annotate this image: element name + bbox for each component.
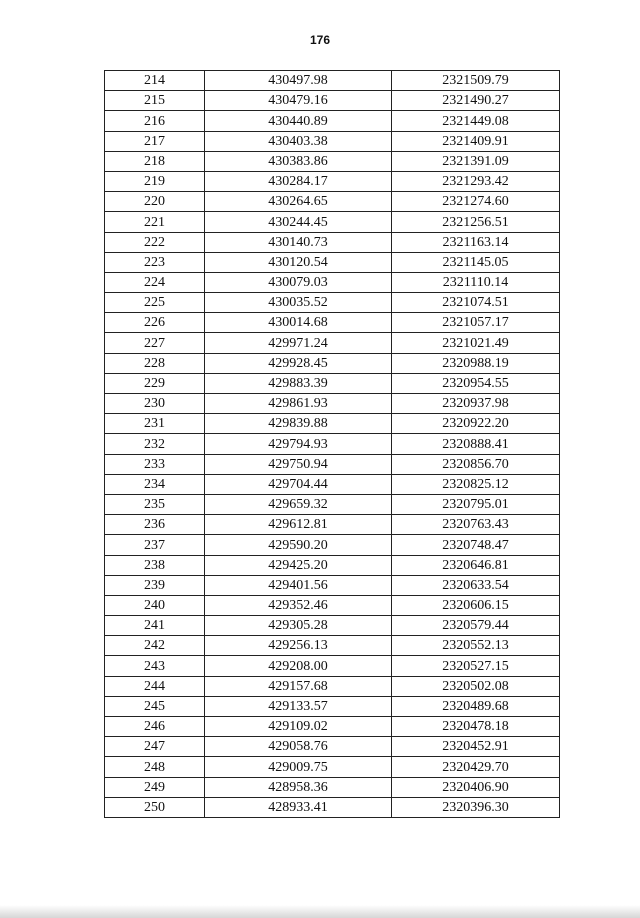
- x-coordinate-cell: 429133.57: [205, 696, 392, 716]
- table-row: [105, 696, 560, 716]
- point-number-cell: 248: [105, 757, 205, 777]
- point-number-cell: 238: [105, 555, 205, 575]
- y-coordinate-cell: 2320579.44: [392, 616, 560, 636]
- y-coordinate-cell: 2320478.18: [392, 717, 560, 737]
- x-coordinate-cell: 430244.45: [205, 212, 392, 232]
- x-coordinate-cell: 430264.65: [205, 192, 392, 212]
- y-coordinate-cell: 2321449.08: [392, 111, 560, 131]
- y-coordinate-cell: 2320988.19: [392, 353, 560, 373]
- table-row: [105, 595, 560, 615]
- table-row: [105, 171, 560, 191]
- y-coordinate-cell: 2321391.09: [392, 151, 560, 171]
- x-coordinate-cell: 430440.89: [205, 111, 392, 131]
- x-coordinate-cell: 429612.81: [205, 515, 392, 535]
- point-number-cell: 222: [105, 232, 205, 252]
- page-number: 176: [309, 33, 331, 47]
- x-coordinate-cell: 429208.00: [205, 656, 392, 676]
- y-coordinate-cell: 2320502.08: [392, 676, 560, 696]
- table-row: [105, 575, 560, 595]
- y-coordinate-cell: 2321074.51: [392, 293, 560, 313]
- y-coordinate-cell: 2321163.14: [392, 232, 560, 252]
- point-number-cell: 224: [105, 272, 205, 292]
- y-coordinate-cell: 2320646.81: [392, 555, 560, 575]
- point-number-cell: 247: [105, 737, 205, 757]
- y-coordinate-cell: 2320606.15: [392, 595, 560, 615]
- point-number-cell: 241: [105, 616, 205, 636]
- point-number-cell: 246: [105, 717, 205, 737]
- point-number-cell: 228: [105, 353, 205, 373]
- coordinate-table-container: [104, 70, 560, 818]
- table-row: [105, 757, 560, 777]
- y-coordinate-cell: 2321110.14: [392, 272, 560, 292]
- x-coordinate-cell: 430014.68: [205, 313, 392, 333]
- point-number-cell: 244: [105, 676, 205, 696]
- page-bottom-edge: [0, 905, 640, 918]
- y-coordinate-cell: 2320452.91: [392, 737, 560, 757]
- table-row: [105, 313, 560, 333]
- y-coordinate-cell: 2320795.01: [392, 494, 560, 514]
- table-row: [105, 636, 560, 656]
- table-row: [105, 676, 560, 696]
- y-coordinate-cell: 2321256.51: [392, 212, 560, 232]
- point-number-cell: 223: [105, 252, 205, 272]
- point-number-cell: 240: [105, 595, 205, 615]
- table-row: [105, 555, 560, 575]
- table-row: [105, 777, 560, 797]
- x-coordinate-cell: 429352.46: [205, 595, 392, 615]
- point-number-cell: 220: [105, 192, 205, 212]
- point-number-cell: 215: [105, 91, 205, 111]
- y-coordinate-cell: 2320527.15: [392, 656, 560, 676]
- y-coordinate-cell: 2320922.20: [392, 414, 560, 434]
- point-number-cell: 219: [105, 171, 205, 191]
- y-coordinate-cell: 2320633.54: [392, 575, 560, 595]
- x-coordinate-cell: 430120.54: [205, 252, 392, 272]
- x-coordinate-cell: 429590.20: [205, 535, 392, 555]
- table-row: [105, 212, 560, 232]
- point-number-cell: 250: [105, 797, 205, 817]
- x-coordinate-cell: 429971.24: [205, 333, 392, 353]
- x-coordinate-cell: 429009.75: [205, 757, 392, 777]
- table-row: [105, 373, 560, 393]
- y-coordinate-cell: 2321274.60: [392, 192, 560, 212]
- x-coordinate-cell: 430079.03: [205, 272, 392, 292]
- x-coordinate-cell: 430284.17: [205, 171, 392, 191]
- x-coordinate-cell: 429861.93: [205, 394, 392, 414]
- table-row: [105, 293, 560, 313]
- table-row: [105, 71, 560, 91]
- x-coordinate-cell: 429883.39: [205, 373, 392, 393]
- point-number-cell: 229: [105, 373, 205, 393]
- y-coordinate-cell: 2321021.49: [392, 333, 560, 353]
- point-number-cell: 232: [105, 434, 205, 454]
- y-coordinate-cell: 2320552.13: [392, 636, 560, 656]
- coordinate-table: [104, 70, 560, 818]
- x-coordinate-cell: 429109.02: [205, 717, 392, 737]
- point-number-cell: 218: [105, 151, 205, 171]
- point-number-cell: 235: [105, 494, 205, 514]
- table-row: [105, 131, 560, 151]
- x-coordinate-cell: 430479.16: [205, 91, 392, 111]
- table-row: [105, 434, 560, 454]
- y-coordinate-cell: 2320856.70: [392, 454, 560, 474]
- point-number-cell: 226: [105, 313, 205, 333]
- x-coordinate-cell: 429425.20: [205, 555, 392, 575]
- x-coordinate-cell: 430140.73: [205, 232, 392, 252]
- y-coordinate-cell: 2320825.12: [392, 474, 560, 494]
- x-coordinate-cell: 429794.93: [205, 434, 392, 454]
- x-coordinate-cell: 429058.76: [205, 737, 392, 757]
- table-row: [105, 333, 560, 353]
- x-coordinate-cell: 430383.86: [205, 151, 392, 171]
- x-coordinate-cell: 429305.28: [205, 616, 392, 636]
- y-coordinate-cell: 2321057.17: [392, 313, 560, 333]
- x-coordinate-cell: 429157.68: [205, 676, 392, 696]
- x-coordinate-cell: 429704.44: [205, 474, 392, 494]
- x-coordinate-cell: 428958.36: [205, 777, 392, 797]
- x-coordinate-cell: 429401.56: [205, 575, 392, 595]
- table-row: [105, 272, 560, 292]
- y-coordinate-cell: 2321409.91: [392, 131, 560, 151]
- table-row: [105, 474, 560, 494]
- table-row: [105, 192, 560, 212]
- point-number-cell: 249: [105, 777, 205, 797]
- point-number-cell: 221: [105, 212, 205, 232]
- y-coordinate-cell: 2320748.47: [392, 535, 560, 555]
- y-coordinate-cell: 2321490.27: [392, 91, 560, 111]
- point-number-cell: 225: [105, 293, 205, 313]
- table-row: [105, 414, 560, 434]
- y-coordinate-cell: 2320937.98: [392, 394, 560, 414]
- table-row: [105, 151, 560, 171]
- table-row: [105, 797, 560, 817]
- y-coordinate-cell: 2320954.55: [392, 373, 560, 393]
- point-number-cell: 234: [105, 474, 205, 494]
- point-number-cell: 239: [105, 575, 205, 595]
- x-coordinate-cell: 430035.52: [205, 293, 392, 313]
- y-coordinate-cell: 2320763.43: [392, 515, 560, 535]
- point-number-cell: 217: [105, 131, 205, 151]
- table-row: [105, 535, 560, 555]
- y-coordinate-cell: 2320888.41: [392, 434, 560, 454]
- table-row: [105, 232, 560, 252]
- table-row: [105, 394, 560, 414]
- table-row: [105, 494, 560, 514]
- x-coordinate-cell: 429659.32: [205, 494, 392, 514]
- point-number-cell: 231: [105, 414, 205, 434]
- table-row: [105, 91, 560, 111]
- point-number-cell: 237: [105, 535, 205, 555]
- y-coordinate-cell: 2321145.05: [392, 252, 560, 272]
- point-number-cell: 216: [105, 111, 205, 131]
- table-row: [105, 616, 560, 636]
- point-number-cell: 227: [105, 333, 205, 353]
- y-coordinate-cell: 2320406.90: [392, 777, 560, 797]
- y-coordinate-cell: 2320429.70: [392, 757, 560, 777]
- x-coordinate-cell: 428933.41: [205, 797, 392, 817]
- point-number-cell: 242: [105, 636, 205, 656]
- table-row: [105, 717, 560, 737]
- table-row: [105, 454, 560, 474]
- table-row: [105, 252, 560, 272]
- y-coordinate-cell: 2321509.79: [392, 71, 560, 91]
- point-number-cell: 230: [105, 394, 205, 414]
- table-row: [105, 111, 560, 131]
- table-row: [105, 656, 560, 676]
- y-coordinate-cell: 2321293.42: [392, 171, 560, 191]
- point-number-cell: 243: [105, 656, 205, 676]
- x-coordinate-cell: 429839.88: [205, 414, 392, 434]
- x-coordinate-cell: 430497.98: [205, 71, 392, 91]
- x-coordinate-cell: 430403.38: [205, 131, 392, 151]
- point-number-cell: 233: [105, 454, 205, 474]
- table-row: [105, 737, 560, 757]
- x-coordinate-cell: 429928.45: [205, 353, 392, 373]
- point-number-cell: 214: [105, 71, 205, 91]
- table-row: [105, 353, 560, 373]
- x-coordinate-cell: 429256.13: [205, 636, 392, 656]
- table-row: [105, 515, 560, 535]
- y-coordinate-cell: 2320396.30: [392, 797, 560, 817]
- point-number-cell: 245: [105, 696, 205, 716]
- x-coordinate-cell: 429750.94: [205, 454, 392, 474]
- coordinate-table-body: [105, 71, 560, 818]
- point-number-cell: 236: [105, 515, 205, 535]
- y-coordinate-cell: 2320489.68: [392, 696, 560, 716]
